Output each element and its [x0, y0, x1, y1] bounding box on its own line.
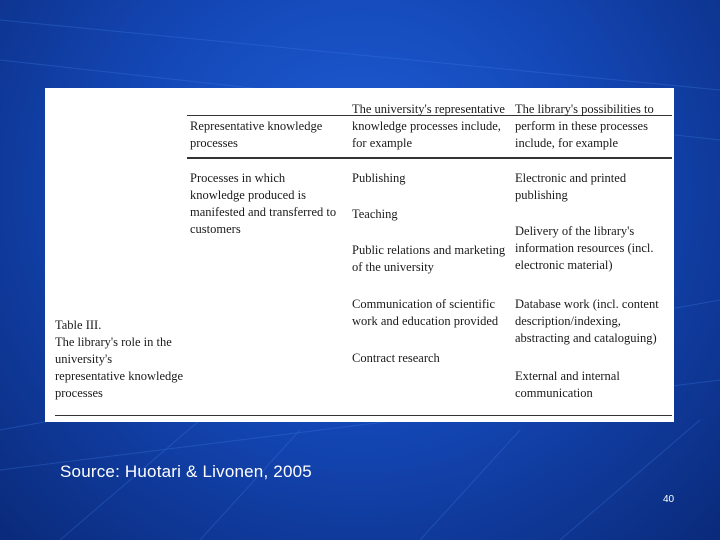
bottom-rule [55, 415, 672, 416]
process-publishing: Publishing [352, 171, 406, 185]
header-library-possibilities: The library's possibilities to perform in these processes include, for example [515, 102, 654, 150]
possibility-delivery: Delivery of the library's information resources (incl. electronic material) [515, 224, 654, 272]
slide-number: 40 [663, 494, 675, 505]
process-communication: Communication of scientific work and education provided [352, 297, 499, 328]
process-teaching: Teaching [352, 207, 398, 221]
table-image [45, 88, 674, 422]
row-label: Processes in which knowledge produced is manifested and transferred to customers [190, 171, 337, 236]
possibility-database: Database work (incl. content description/indexing, abstracting and cataloguing) [515, 297, 659, 345]
source-citation: Source: Huotari & Livonen, 2005 [60, 462, 312, 481]
header-university-processes: The university's representative knowledge processes include, for example [352, 102, 505, 150]
header-representative-processes: Representative knowledge processes [190, 119, 323, 150]
process-contract-research: Contract research [352, 351, 440, 365]
possibility-communication: External and internal communication [515, 369, 620, 400]
table-caption: Table III. The library's role in the university's representative knowledge processes [55, 318, 184, 400]
process-public-relations: Public relations and marketing of the university [352, 243, 506, 274]
header-rule [187, 157, 672, 159]
possibility-publishing: Electronic and printed publishing [515, 171, 627, 202]
